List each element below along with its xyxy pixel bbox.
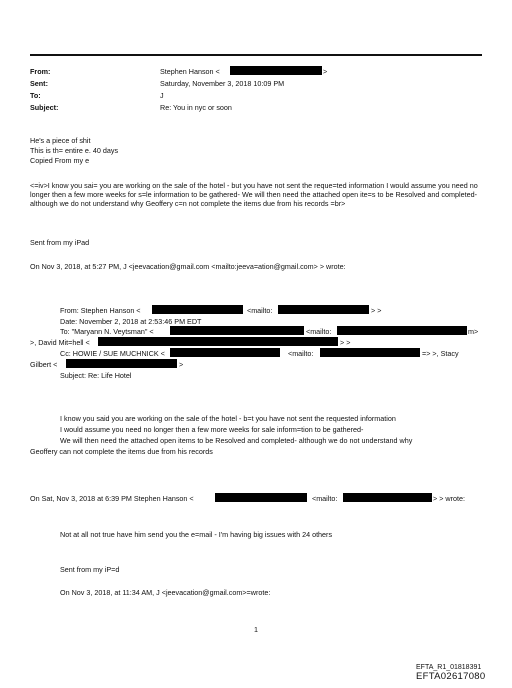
quoted-david: >, David Mit=hell < (30, 338, 90, 347)
from-label: From: (30, 67, 51, 76)
page-number: 1 (254, 625, 258, 634)
sent-value: Saturday, November 3, 2018 10:09 PM (160, 79, 285, 88)
redaction-box (337, 326, 467, 335)
redaction-box (343, 493, 432, 502)
quoted-to: To: "Maryann N. Veytsman" < (60, 327, 154, 336)
from-value: Stephen Hanson < (160, 67, 220, 76)
quoted-david-end: > > (340, 338, 351, 347)
redaction-box (320, 348, 420, 357)
redaction-box (170, 348, 280, 357)
redaction-box (278, 305, 369, 314)
subject-label: Subject: (30, 103, 59, 112)
quoted-from-mailto: <mailto: (247, 306, 273, 315)
sent-label: Sent: (30, 79, 48, 88)
from-close: > (323, 67, 328, 76)
quoted-date: Date: November 2, 2018 at 2:53:46 PM EDT (60, 317, 202, 326)
redaction-box (215, 493, 307, 502)
reply-header: On Sat, Nov 3, 2018 at 6:39 PM Stephen Hanson < (30, 494, 194, 503)
body-line: This is th= entire e. 40 days (30, 146, 119, 155)
bates-number: EFTA02617080 (416, 671, 486, 682)
quoted-cc: Cc: HOWIE / SUE MUCHNICK < (60, 349, 165, 358)
body-line: Copied From my e (30, 156, 90, 165)
quoted-from: From: Stephen Hanson < (60, 306, 141, 315)
header-rule (30, 54, 482, 56)
quoted-gilbert-end: > (179, 360, 184, 369)
quoted-to-end: m> (468, 327, 479, 336)
redaction-box (230, 66, 322, 75)
redaction-box (98, 337, 338, 346)
quoted-message-line: I would assume you need no longer then a few more weeks for sale inform=tion to be gathered- (60, 425, 364, 434)
subject-value: Re: You in nyc or soon (160, 103, 232, 112)
quoted-subject: Subject: Re: Life Hotel (60, 371, 132, 380)
quoted-message-line: Geoffery can not complete the items due from his records (30, 447, 213, 456)
quoted-message-line: We will then need the attached open items to be Resolved and completed- although we do not understand why (60, 436, 413, 445)
quoted-from-end: > > (371, 306, 382, 315)
redaction-box (170, 326, 304, 335)
reply-header: On Nov 3, 2018, at 11:34 AM, J <jeevacation@gmail.com>=wrote: (60, 588, 271, 597)
signature-line: Sent from my iP=d (60, 565, 120, 574)
quoted-message-line: I know you said you are working on the sale of the hotel - b=t you have not sent the requested information (60, 414, 396, 423)
bates-number: EFTA_R1_01818391 (416, 664, 482, 671)
reply-wrote: > > wrote: (433, 494, 465, 503)
reply-header: On Nov 3, 2018, at 5:27 PM, J <jeevacation@gmail.com <mailto:jeeva=ation@gmail.com> > wrote: (30, 262, 346, 271)
quoted-cc-mailto: <mailto: (288, 349, 314, 358)
reply-mailto: <mailto: (312, 494, 338, 503)
to-label: To: (30, 91, 41, 100)
body-paragraph: <=iv>I know you sai= you are working on the sale of the hotel - but you have not sent the reque=ted information I would assume you need no longer then a few more weeks for s=le information to be gathered- We will then need the attached open ite=s to be Resolved and completed- although we do not understand why Geoffery c=n not complete the items due from his records =br> (30, 181, 478, 208)
quoted-gilbert: Gilbert < (30, 360, 58, 369)
redaction-box (152, 305, 243, 314)
signature-line: Sent from my iPad (30, 238, 90, 247)
body-line: He's a piece of shit (30, 136, 91, 145)
quoted-to-mailto: <mailto: (306, 327, 332, 336)
to-value: J (160, 91, 164, 100)
quoted-cc-end: => >, Stacy (422, 349, 459, 358)
reply-message: Not at all not true have him send you the e=mail - I'm having big issues with 24 others (60, 530, 333, 539)
redaction-box (66, 359, 177, 368)
